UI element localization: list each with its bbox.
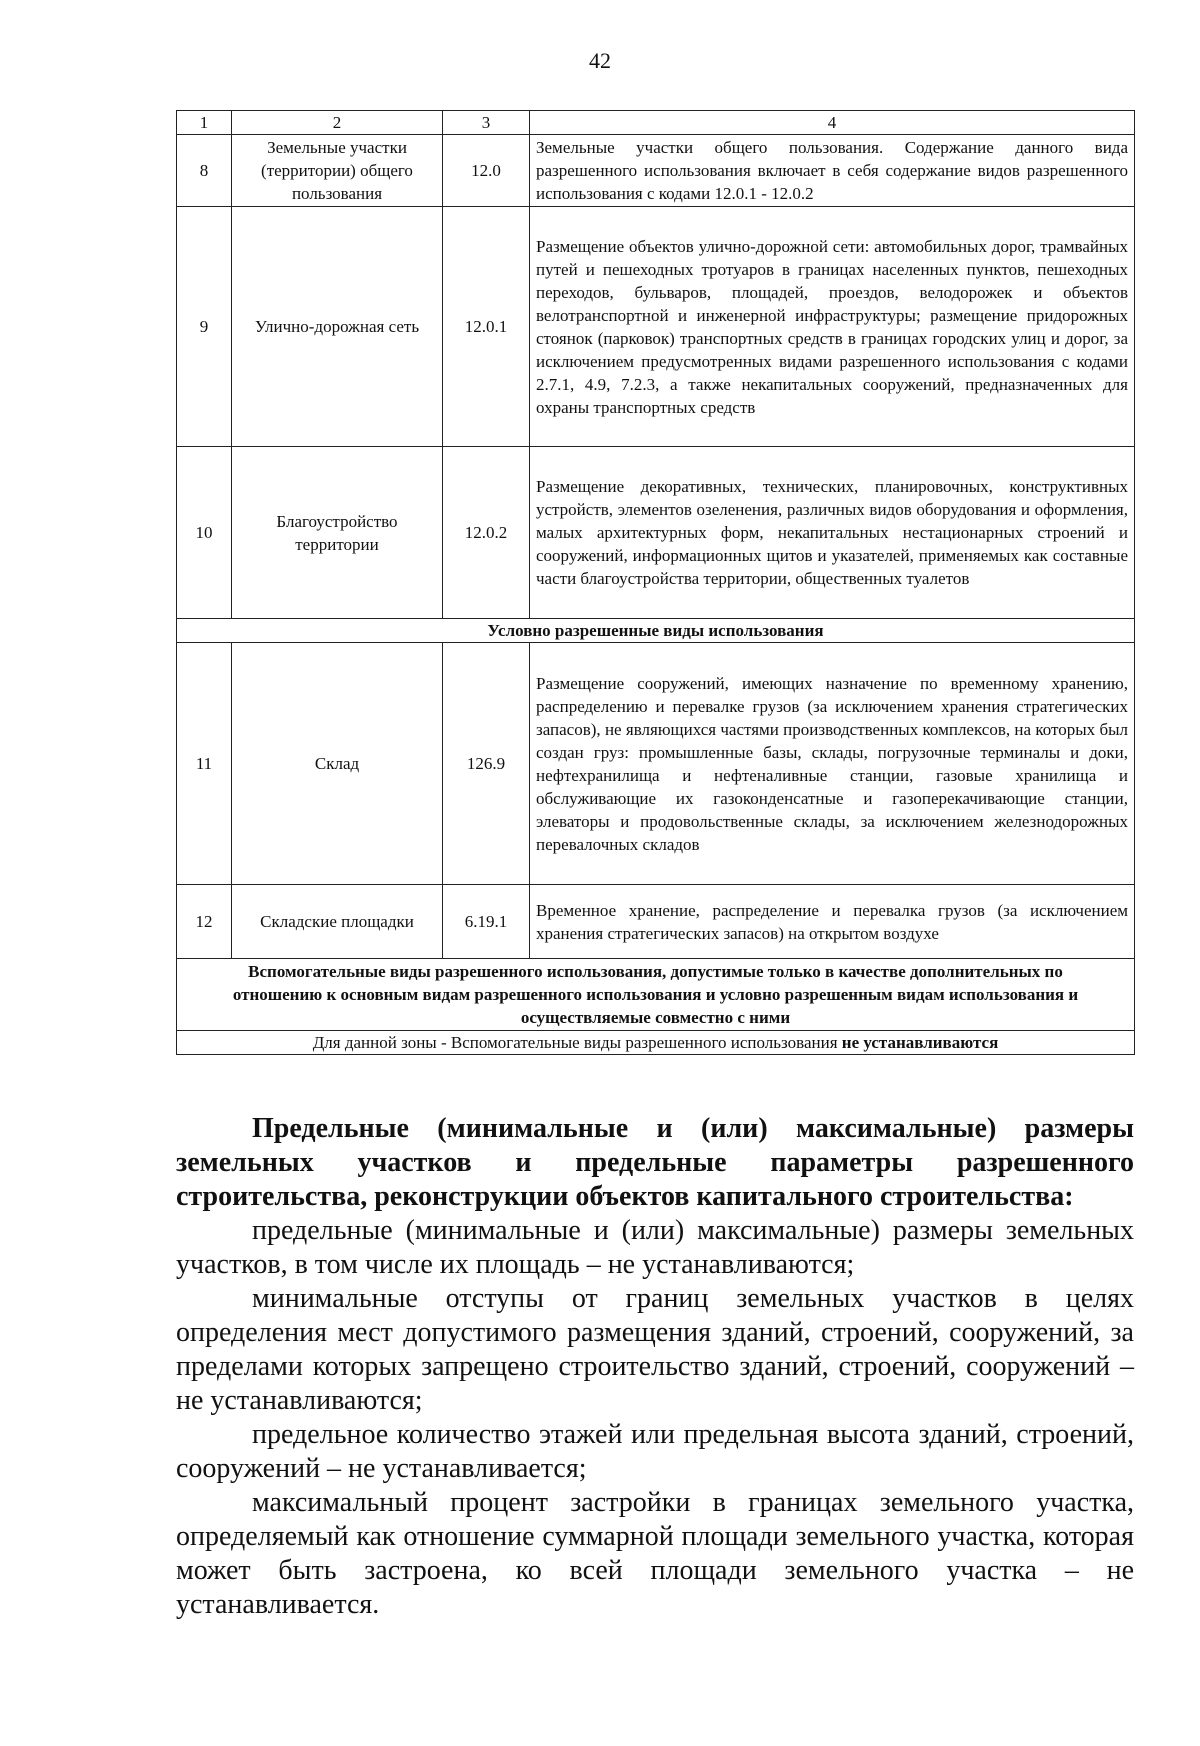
land-use-code: 12.0.2 bbox=[443, 447, 530, 619]
land-use-name: Благоустройство территории bbox=[232, 447, 443, 619]
land-use-code: 12.0 bbox=[443, 135, 530, 207]
table-row bbox=[177, 643, 1135, 885]
header-cell: 3 bbox=[443, 111, 530, 135]
table-row bbox=[177, 135, 1135, 207]
land-use-description: Размещение декоративных, технических, планировочных, конструктивных устройств, элементов озеленения, различных видов оборудования и оформления, малых архитектурных форм, некапитальных нестационарных строений и сооружений, информационных щитов и указателей, применяемых как составные части благоустройства территории, общественных туалетов bbox=[530, 447, 1135, 619]
land-use-code: 12.0.1 bbox=[443, 207, 530, 447]
conditional-uses-heading: Условно разрешенные виды использования bbox=[177, 619, 1135, 643]
page-number: 42 bbox=[589, 48, 611, 73]
table-header-row bbox=[177, 111, 1135, 135]
zone-note-row bbox=[177, 1031, 1135, 1055]
parameter-paragraph: минимальные отступы от границ земельных участков в целях определения мест допустимого размещения зданий, строений, сооружений, за пределами которых запрещено строительство зданий, строений, сооружений – не устанавливаются; bbox=[176, 1283, 1134, 1416]
row-number: 9 bbox=[177, 207, 232, 447]
parameter-paragraph: предельные (минимальные и (или) максимальные) размеры земельных участков, в том числе их площадь – не устанавливаются; bbox=[176, 1215, 1134, 1280]
section-heading-row bbox=[177, 619, 1135, 643]
table-row bbox=[177, 885, 1135, 959]
parameters-section bbox=[176, 1112, 1134, 1622]
zone-note-prefix: Для данной зоны - Вспомогательные виды разрешенного использования bbox=[312, 1033, 838, 1052]
land-use-description: Размещение объектов улично-дорожной сети: автомобильных дорог, трамвайных путей и пешеходных тротуаров в границах населенных пунктов, пешеходных переходов, бульваров, площадей, проездов, велодорожек и объектов велотранспортной и инженерной инфраструктуры; размещение придорожных стоянок (парковок) транспортных средств в границах городских улиц и дорог, за исключением предусмотренных видами разрешенного использования с кодами 2.7.1, 4.9, 7.2.3, а также некапитальных сооружений, предназначенных для охраны транспортных средств bbox=[530, 207, 1135, 447]
header-cell: 1 bbox=[177, 111, 232, 135]
table-row bbox=[177, 207, 1135, 447]
row-number: 12 bbox=[177, 885, 232, 959]
row-number: 11 bbox=[177, 643, 232, 885]
section-heading-row bbox=[177, 959, 1135, 1031]
land-use-description: Земельные участки общего пользования. Содержание данного вида разрешенного использования включает в себя содержание видов разрешенного использования с кодами 12.0.1 - 12.0.2 bbox=[530, 135, 1135, 207]
row-number: 10 bbox=[177, 447, 232, 619]
land-use-table bbox=[176, 110, 1135, 1055]
header-cell: 4 bbox=[530, 111, 1135, 135]
land-use-name: Склад bbox=[232, 643, 443, 885]
row-number: 8 bbox=[177, 135, 232, 207]
land-use-description: Размещение сооружений, имеющих назначение по временному хранению, распределению и перевалке грузов (за исключением хранения стратегических запасов), не являющихся частями производственных комплексов, на которых был создан груз: промышленные базы, склады, погрузочные терминалы и доки, нефтехранилища и нефтеналивные станции, газовые хранилища и обслуживающие их газоконденсатные и газоперекачивающие станции, элеваторы и продовольственные склады, за исключением железнодорожных перевалочных складов bbox=[530, 643, 1135, 885]
auxiliary-uses-heading: Вспомогательные виды разрешенного использования, допустимые только в качестве дополнительных по отношению к основным видам разрешенного использования и условно разрешенным видам использования и осуществляемые совместно с ними bbox=[177, 959, 1135, 1031]
land-use-name: Земельные участки (территории) общего пользования bbox=[232, 135, 443, 207]
table-row bbox=[177, 447, 1135, 619]
land-use-name: Улично-дорожная сеть bbox=[232, 207, 443, 447]
zone-note bbox=[177, 1031, 1135, 1055]
land-use-description: Временное хранение, распределение и перевалка грузов (за исключением хранения стратегических запасов) на открытом воздухе bbox=[530, 885, 1135, 959]
header-cell: 2 bbox=[232, 111, 443, 135]
parameter-paragraph: предельное количество этажей или предельная высота зданий, строений, сооружений – не устанавливается; bbox=[176, 1419, 1134, 1484]
parameters-heading: Предельные (минимальные и (или) максимальные) размеры земельных участков и предельные параметры разрешенного строительства, реконструкции объектов капитального строительства: bbox=[176, 1113, 1134, 1212]
land-use-name: Складские площадки bbox=[232, 885, 443, 959]
parameter-paragraph: максимальный процент застройки в границах земельного участка, определяемый как отношение суммарной площади земельного участка, которая может быть застроена, ко всей площади земельного участка – не устанавливается. bbox=[176, 1487, 1134, 1620]
zone-note-status: не устанавливаются bbox=[841, 1033, 999, 1052]
land-use-code: 6.19.1 bbox=[443, 885, 530, 959]
land-use-code: 126.9 bbox=[443, 643, 530, 885]
